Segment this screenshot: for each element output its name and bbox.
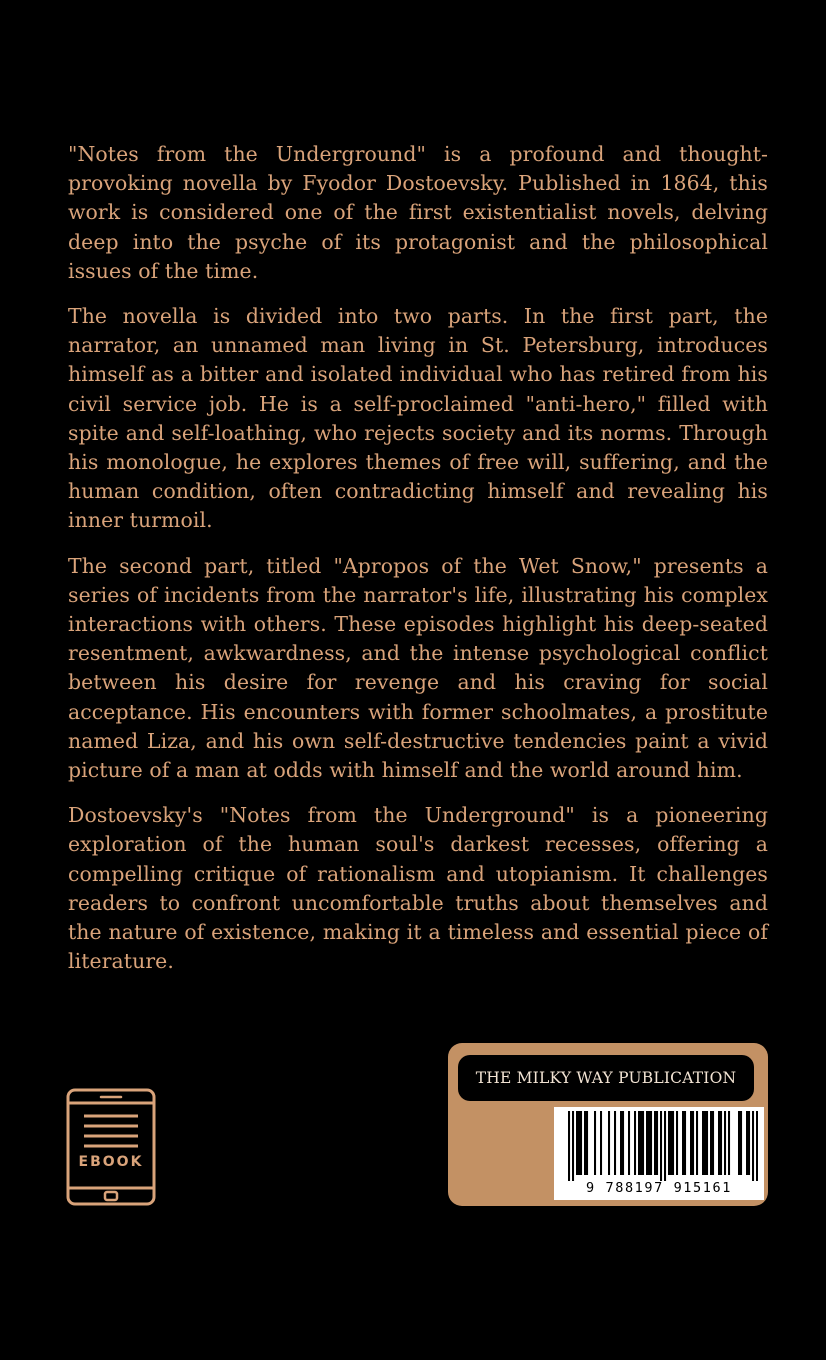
barcode-bar bbox=[648, 1111, 650, 1175]
barcode-bar bbox=[670, 1111, 672, 1175]
barcode-bar bbox=[702, 1111, 704, 1175]
barcode-bar bbox=[728, 1111, 730, 1175]
barcode-bars bbox=[568, 1111, 758, 1181]
barcode-bar bbox=[724, 1111, 726, 1175]
barcode-bar bbox=[640, 1111, 642, 1175]
barcode-bar bbox=[580, 1111, 582, 1175]
barcode-bar bbox=[620, 1111, 622, 1175]
barcode-bar bbox=[672, 1111, 674, 1175]
blurb-paragraph-3: The second part, titled "Apropos of the Wet Snow," presents a series of incidents from the narrator's life, illustrating his complex interactions with others. These episodes highlight his deep-seated resentment, awkwardness, and the intense psychological conflict between his desire for revenge and his craving for social acceptance. His encounters with former schoolmates, a prostitute named Liza, and his own self-destructive tendencies paint a vivid picture of a man at odds with himself and the world around him. bbox=[68, 553, 768, 783]
barcode-bar bbox=[584, 1111, 586, 1175]
barcode-bar bbox=[600, 1111, 602, 1175]
isbn-digits: 9 788197 915161 bbox=[586, 1180, 732, 1196]
barcode-bar bbox=[660, 1111, 662, 1181]
barcode-bar bbox=[614, 1111, 616, 1175]
isbn-barcode bbox=[554, 1107, 764, 1200]
blurb-paragraph-4: Dostoevsky's "Notes from the Underground" is a pioneering exploration of the human soul's darkest recesses, offering a compelling critique of rationalism and utopianism. It challenges readers to confront uncomfortable truths about themselves and the nature of existence, making it a timeless and essential piece of literature. bbox=[68, 803, 768, 974]
barcode-bar bbox=[704, 1111, 706, 1175]
barcode-bar bbox=[608, 1111, 610, 1175]
barcode-bar bbox=[718, 1111, 720, 1175]
barcode-bar bbox=[576, 1111, 578, 1175]
barcode-bar bbox=[578, 1111, 580, 1175]
tablet-icon bbox=[66, 1088, 156, 1206]
barcode-bar bbox=[664, 1111, 666, 1181]
ebook-label: EBOOK bbox=[78, 1154, 144, 1170]
barcode-bar bbox=[568, 1111, 570, 1181]
barcode-bar bbox=[638, 1111, 640, 1175]
barcode-bar bbox=[746, 1111, 748, 1175]
publisher-name: THE MILKY WAY PUBLICATION bbox=[458, 1055, 754, 1101]
barcode-bar bbox=[594, 1111, 596, 1175]
barcode-bar bbox=[696, 1111, 698, 1175]
barcode-bar bbox=[668, 1111, 670, 1175]
barcode-bar bbox=[650, 1111, 652, 1175]
blurb-paragraph-1: "Notes from the Underground" is a profound and thought-provoking novella by Fyodor Dostoevsky. Published in 1864, this work is considered one of the first existentialist novels, delving deep into the psyche of its protagonist and the philosophical issues of the time. bbox=[68, 142, 768, 283]
barcode-bar bbox=[692, 1111, 694, 1175]
barcode-bar bbox=[586, 1111, 588, 1175]
barcode-bar bbox=[752, 1111, 754, 1181]
barcode-bar bbox=[710, 1111, 712, 1175]
barcode-bar bbox=[634, 1111, 636, 1175]
barcode-bar bbox=[748, 1111, 750, 1175]
barcode-bar bbox=[656, 1111, 658, 1175]
barcode-bar bbox=[642, 1111, 644, 1175]
barcode-bar bbox=[676, 1111, 678, 1175]
barcode-bar bbox=[628, 1111, 630, 1175]
barcode-bar bbox=[622, 1111, 624, 1175]
barcode-bar bbox=[756, 1111, 758, 1181]
barcode-bar bbox=[646, 1111, 648, 1175]
barcode-bar bbox=[682, 1111, 684, 1175]
barcode-bar bbox=[654, 1111, 656, 1175]
barcode-bar bbox=[684, 1111, 686, 1175]
barcode-bar bbox=[738, 1111, 740, 1175]
barcode-bar bbox=[720, 1111, 722, 1175]
barcode-bar bbox=[706, 1111, 708, 1175]
publisher-panel bbox=[448, 1043, 768, 1206]
blurb-paragraph-2: The novella is divided into two parts. In the first part, the narrator, an unnamed man living in St. Petersburg, introduces himself as a bitter and isolated individual who has retired from his civil service job. He is a self-proclaimed "anti-hero," filled with spite and self-loathing, who rejects society and its norms. Through his monologue, he explores themes of free will, suffering, and the human condition, often contradicting himself and revealing his inner turmoil. bbox=[68, 304, 768, 533]
barcode-bar bbox=[712, 1111, 714, 1175]
barcode-bar bbox=[572, 1111, 574, 1181]
barcode-bar bbox=[690, 1111, 692, 1175]
blurb-text bbox=[68, 140, 768, 992]
barcode-bar bbox=[740, 1111, 742, 1175]
